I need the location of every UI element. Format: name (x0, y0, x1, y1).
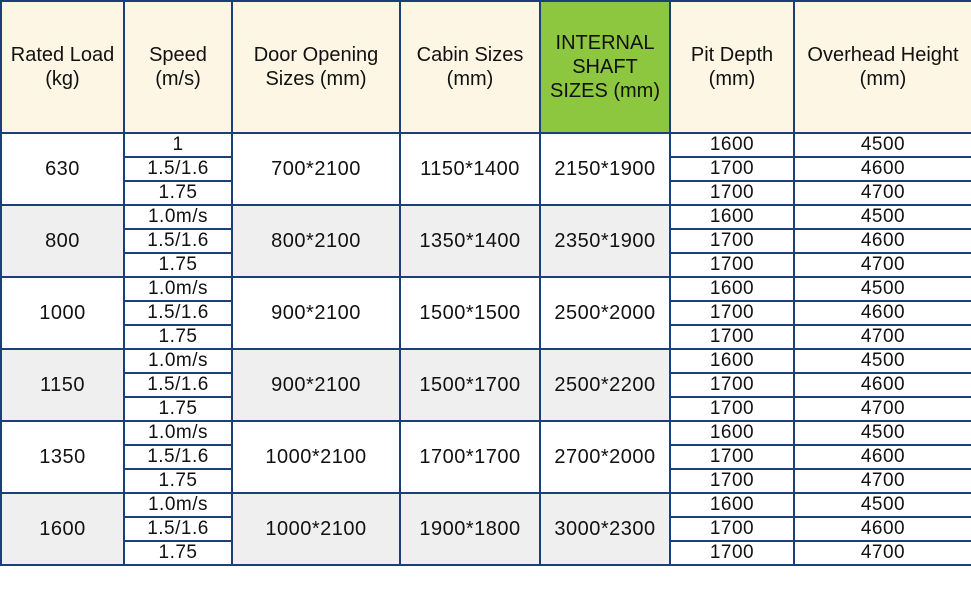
rated-load-cell: 1350 (1, 421, 124, 493)
speed-cell: 1.75 (124, 469, 232, 493)
speed-cell: 1.5/1.6 (124, 373, 232, 397)
pit-depth-cell: 1700 (670, 301, 794, 325)
overhead-height-cell: 4700 (794, 325, 971, 349)
speed-cell: 1.0m/s (124, 493, 232, 517)
overhead-height-cell: 4600 (794, 157, 971, 181)
overhead-height-cell: 4500 (794, 277, 971, 301)
shaft-size-cell: 2700*2000 (540, 421, 670, 493)
overhead-height-cell: 4500 (794, 205, 971, 229)
pit-depth-cell: 1600 (670, 205, 794, 229)
table-row (1, 133, 971, 157)
pit-depth-cell: 1700 (670, 469, 794, 493)
rated-load-cell: 1000 (1, 277, 124, 349)
door-opening-cell: 900*2100 (232, 277, 400, 349)
header-row (1, 1, 971, 133)
pit-depth-cell: 1700 (670, 253, 794, 277)
pit-depth-cell: 1600 (670, 421, 794, 445)
overhead-height-cell: 4600 (794, 301, 971, 325)
overhead-height-cell: 4700 (794, 397, 971, 421)
door-opening-cell: 1000*2100 (232, 421, 400, 493)
speed-cell: 1.0m/s (124, 349, 232, 373)
speed-cell: 1.5/1.6 (124, 445, 232, 469)
rated-load-cell: 1600 (1, 493, 124, 565)
speed-cell: 1.75 (124, 253, 232, 277)
rated-load-cell: 1150 (1, 349, 124, 421)
overhead-height-cell: 4500 (794, 421, 971, 445)
door-opening-cell: 700*2100 (232, 133, 400, 205)
overhead-height-cell: 4600 (794, 373, 971, 397)
pit-depth-cell: 1600 (670, 277, 794, 301)
table-row (1, 205, 971, 229)
pit-depth-cell: 1700 (670, 181, 794, 205)
table-row (1, 493, 971, 517)
pit-depth-cell: 1700 (670, 445, 794, 469)
speed-cell: 1.0m/s (124, 421, 232, 445)
overhead-height-cell: 4600 (794, 445, 971, 469)
pit-depth-cell: 1600 (670, 133, 794, 157)
cabin-size-cell: 1900*1800 (400, 493, 540, 565)
shaft-size-cell: 2350*1900 (540, 205, 670, 277)
shaft-size-cell: 3000*2300 (540, 493, 670, 565)
overhead-height-cell: 4700 (794, 253, 971, 277)
door-opening-cell: 1000*2100 (232, 493, 400, 565)
overhead-height-cell: 4500 (794, 133, 971, 157)
shaft-size-cell: 2150*1900 (540, 133, 670, 205)
speed-cell: 1.0m/s (124, 277, 232, 301)
pit-depth-cell: 1700 (670, 229, 794, 253)
cabin-size-cell: 1500*1500 (400, 277, 540, 349)
header-door-opening: Door Opening Sizes (mm) (232, 1, 400, 133)
cabin-size-cell: 1150*1400 (400, 133, 540, 205)
pit-depth-cell: 1600 (670, 493, 794, 517)
pit-depth-cell: 1600 (670, 349, 794, 373)
table-body (1, 133, 971, 565)
speed-cell: 1.75 (124, 397, 232, 421)
overhead-height-cell: 4500 (794, 493, 971, 517)
pit-depth-cell: 1700 (670, 325, 794, 349)
header-internal-shaft: INTERNAL SHAFT SIZES (mm) (540, 1, 670, 133)
overhead-height-cell: 4700 (794, 469, 971, 493)
pit-depth-cell: 1700 (670, 397, 794, 421)
pit-depth-cell: 1700 (670, 541, 794, 565)
speed-cell: 1.5/1.6 (124, 229, 232, 253)
cabin-size-cell: 1700*1700 (400, 421, 540, 493)
speed-cell: 1.75 (124, 541, 232, 565)
table-row (1, 349, 971, 373)
shaft-size-cell: 2500*2000 (540, 277, 670, 349)
pit-depth-cell: 1700 (670, 517, 794, 541)
overhead-height-cell: 4500 (794, 349, 971, 373)
header-cabin-sizes: Cabin Sizes (mm) (400, 1, 540, 133)
speed-cell: 1.75 (124, 181, 232, 205)
speed-cell: 1 (124, 133, 232, 157)
table-row (1, 277, 971, 301)
overhead-height-cell: 4700 (794, 541, 971, 565)
cabin-size-cell: 1500*1700 (400, 349, 540, 421)
speed-cell: 1.5/1.6 (124, 157, 232, 181)
header-overhead-height: Overhead Height (mm) (794, 1, 971, 133)
speed-cell: 1.5/1.6 (124, 517, 232, 541)
speed-cell: 1.5/1.6 (124, 301, 232, 325)
pit-depth-cell: 1700 (670, 157, 794, 181)
header-speed: Speed (m/s) (124, 1, 232, 133)
door-opening-cell: 800*2100 (232, 205, 400, 277)
header-rated-load: Rated Load (kg) (1, 1, 124, 133)
rated-load-cell: 800 (1, 205, 124, 277)
overhead-height-cell: 4600 (794, 517, 971, 541)
header-pit-depth: Pit Depth (mm) (670, 1, 794, 133)
overhead-height-cell: 4700 (794, 181, 971, 205)
shaft-size-cell: 2500*2200 (540, 349, 670, 421)
cabin-size-cell: 1350*1400 (400, 205, 540, 277)
door-opening-cell: 900*2100 (232, 349, 400, 421)
speed-cell: 1.75 (124, 325, 232, 349)
overhead-height-cell: 4600 (794, 229, 971, 253)
speed-cell: 1.0m/s (124, 205, 232, 229)
pit-depth-cell: 1700 (670, 373, 794, 397)
rated-load-cell: 630 (1, 133, 124, 205)
table-row (1, 421, 971, 445)
